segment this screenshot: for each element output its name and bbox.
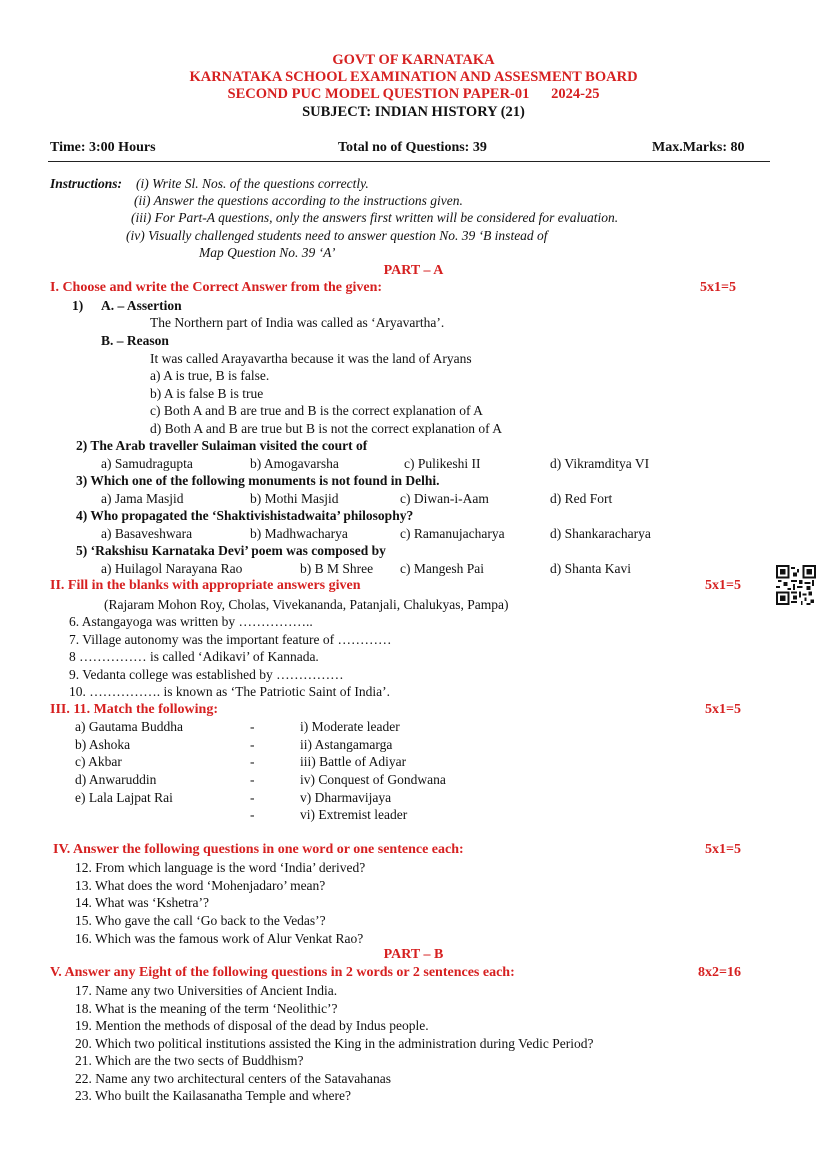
match-left-e: e) Lala Lajpat Rai	[75, 790, 173, 805]
q1-reason-text: It was called Arayavartha because it was the land of Aryans	[150, 351, 472, 366]
header-subject: SUBJECT: INDIAN HISTORY (21)	[302, 104, 525, 120]
header-govt: GOVT OF KARNATAKA	[332, 52, 495, 68]
q1-option-b: b) A is false B is true	[150, 386, 264, 401]
q12-text: 12. From which language is the word ‘India’ derived?	[75, 860, 366, 875]
header-divider	[48, 161, 770, 162]
instruction-1: (i) Write Sl. Nos. of the questions correctly.	[136, 176, 369, 191]
header-board: KARNATAKA SCHOOL EXAMINATION AND ASSESMENT BOARD	[189, 69, 638, 85]
q1-number: 1)	[72, 298, 84, 313]
q16-text: 16. Which was the famous work of Alur Venkat Rao?	[75, 931, 364, 946]
fill-blank-choices: (Rajaram Mohon Roy, Cholas, Vivekananda, Patanjali, Chalukyas, Pampa)	[104, 597, 509, 612]
instructions-label: Instructions:	[50, 176, 123, 191]
section-5-marks: 8x2=16	[698, 965, 741, 980]
match-left-b: b) Ashoka	[75, 737, 131, 752]
match-left-c: c) Akbar	[75, 754, 122, 769]
section-3-marks: 5x1=5	[705, 702, 741, 717]
q4-option-c: c) Ramanujacharya	[400, 526, 505, 541]
q4-option-a: a) Basaveshwara	[101, 526, 193, 541]
match-right-v: v) Dharmavijaya	[300, 790, 392, 805]
q1-reason-label: B. – Reason	[101, 333, 169, 348]
match-right-iii: iii) Battle of Adiyar	[300, 754, 407, 769]
q1-option-d: d) Both A and B are true but B is not the correct explanation of A	[150, 421, 503, 436]
match-dash: -	[250, 790, 255, 805]
q3-option-a: a) Jama Masjid	[101, 491, 184, 506]
q4-text: 4) Who propagated the ‘Shaktivishistadwaita’ philosophy?	[76, 508, 414, 523]
q6-text: 6. Astangayoga was written by ……………..	[69, 614, 313, 629]
q15-text: 15. Who gave the call ‘Go back to the Vedas’?	[75, 913, 326, 928]
q18-text: 18. What is the meaning of the term ‘Neolithic’?	[75, 1001, 338, 1016]
match-dash: -	[250, 807, 255, 822]
q8-text: 8 …………… is called ‘Adikavi’ of Kannada.	[69, 649, 319, 664]
q9-text: 9. Vedanta college was established by ……………	[69, 667, 344, 682]
q2-text: 2) The Arab traveller Sulaiman visited the court of	[76, 438, 368, 453]
section-2-marks: 5x1=5	[705, 578, 741, 593]
q4-option-d: d) Shankaracharya	[550, 526, 651, 541]
part-a-heading: PART – A	[383, 263, 444, 278]
instruction-4-cont: Map Question No. 39 ‘A’	[199, 245, 336, 260]
q10-text: 10. ……………. is known as ‘The Patriotic Saint of India’.	[69, 684, 390, 699]
section-1-marks: 5x1=5	[700, 280, 736, 295]
match-dash: -	[250, 754, 255, 769]
section-1-title: I. Choose and write the Correct Answer from the given:	[50, 280, 383, 295]
q19-text: 19. Mention the methods of disposal of the dead by Indus people.	[75, 1018, 429, 1033]
q2-option-c: c) Pulikeshi II	[404, 456, 481, 471]
qr-code-icon	[776, 565, 816, 605]
match-dash: -	[250, 737, 255, 752]
match-right-iv: iv) Conquest of Gondwana	[300, 772, 446, 787]
q3-option-d: d) Red Fort	[550, 491, 613, 506]
instruction-4: (iv) Visually challenged students need to answer question No. 39 ‘B instead of	[126, 228, 548, 243]
match-left-d: d) Anwaruddin	[75, 772, 157, 787]
q3-text: 3) Which one of the following monuments is not found in Delhi.	[76, 473, 440, 488]
q1-option-c: c) Both A and B are true and B is the correct explanation of A	[150, 403, 483, 418]
q21-text: 21. Which are the two sects of Buddhism?	[75, 1053, 304, 1068]
match-dash: -	[250, 719, 255, 734]
q2-option-b: b) Amogavarsha	[250, 456, 339, 471]
section-4-marks: 5x1=5	[705, 842, 741, 857]
q1-assertion-text: The Northern part of India was called as ‘Aryavartha’.	[150, 315, 445, 330]
q2-option-a: a) Samudragupta	[101, 456, 193, 471]
q3-option-b: b) Mothi Masjid	[250, 491, 339, 506]
q2-option-d: d) Vikramditya VI	[550, 456, 650, 471]
q20-text: 20. Which two political institutions assisted the King in the administration during Vedic Period?	[75, 1036, 594, 1051]
match-right-vi: vi) Extremist leader	[300, 807, 408, 822]
q1-option-a: a) A is true, B is false.	[150, 368, 270, 383]
q4-option-b: b) Madhwacharya	[250, 526, 348, 541]
exam-time: Time: 3:00 Hours	[50, 140, 156, 155]
q5-option-c: c) Mangesh Pai	[400, 561, 484, 576]
q7-text: 7. Village autonomy was the important feature of …………	[69, 632, 392, 647]
match-dash: -	[250, 772, 255, 787]
header-paper: SECOND PUC MODEL QUESTION PAPER-01 2024-25	[227, 86, 600, 102]
match-right-i: i) Moderate leader	[300, 719, 400, 734]
q5-text: 5) ‘Rakshisu Karnataka Devi’ poem was composed by	[76, 543, 386, 558]
part-b-heading: PART – B	[383, 947, 444, 962]
section-5-title: V. Answer any Eight of the following questions in 2 words or 2 sentences each:	[50, 965, 515, 980]
section-2-title: II. Fill in the blanks with appropriate answers given	[50, 578, 361, 593]
q1-assertion-label: A. – Assertion	[101, 298, 182, 313]
instruction-2: (ii) Answer the questions according to the instructions given.	[134, 193, 463, 208]
q13-text: 13. What does the word ‘Mohenjadaro’ mean?	[75, 878, 326, 893]
match-left-a: a) Gautama Buddha	[75, 719, 183, 734]
q17-text: 17. Name any two Universities of Ancient India.	[75, 983, 338, 998]
section-3-title: III. 11. Match the following:	[50, 702, 218, 717]
section-4-title: IV. Answer the following questions in one word or one sentence each:	[53, 842, 464, 857]
match-right-ii: ii) Astangamarga	[300, 737, 393, 752]
total-questions: Total no of Questions: 39	[338, 140, 487, 155]
q23-text: 23. Who built the Kailasanatha Temple and where?	[75, 1088, 351, 1103]
q22-text: 22. Name any two architectural centers of the Satavahanas	[75, 1071, 391, 1086]
max-marks: Max.Marks: 80	[652, 140, 745, 155]
q14-text: 14. What was ‘Kshetra’?	[75, 895, 209, 910]
q3-option-c: c) Diwan-i-Aam	[400, 491, 489, 506]
instruction-3: (iii) For Part-A questions, only the answers first written will be considered for evaluation.	[131, 210, 619, 225]
q5-option-b: b) B M Shree	[300, 561, 374, 576]
q5-option-a: a) Huilagol Narayana Rao	[101, 561, 243, 576]
q5-option-d: d) Shanta Kavi	[550, 561, 631, 576]
